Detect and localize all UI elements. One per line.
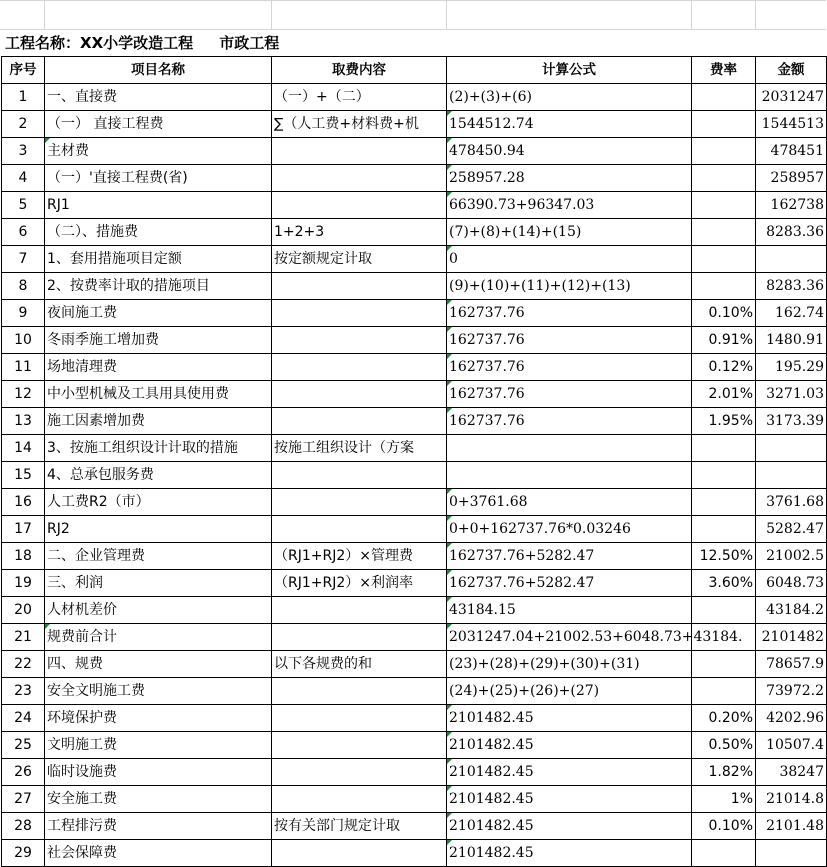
table-row xyxy=(2,570,827,597)
cell-fee-content[interactable] xyxy=(272,192,447,219)
cell-seq[interactable]: 2 xyxy=(2,111,45,138)
cell-indicator-icon xyxy=(447,381,452,386)
cell-amount[interactable] xyxy=(756,246,827,273)
cell-fee-content[interactable]: 按有关部门规定计取 xyxy=(272,813,447,840)
cell-amount[interactable]: 78657.9 xyxy=(756,651,827,678)
table-row xyxy=(2,678,827,705)
cell-amount[interactable]: 43184.2 xyxy=(756,597,827,624)
cell-rate[interactable] xyxy=(692,840,756,867)
cell-rate[interactable] xyxy=(692,111,756,138)
cell-amount[interactable]: 3173.39 xyxy=(756,408,827,435)
cell-fee-content[interactable] xyxy=(272,516,447,543)
header-formula[interactable]: 计算公式 xyxy=(447,57,692,84)
cell-indicator-icon xyxy=(447,570,452,575)
cell-item-name[interactable]: 冬雨季施工增加费 xyxy=(45,327,272,354)
cell-formula[interactable]: (7)+(8)+(14)+(15) xyxy=(447,219,692,246)
cell-amount[interactable]: 38247 xyxy=(756,759,827,786)
cell-seq[interactable]: 20 xyxy=(2,597,45,624)
cell-formula[interactable]: 0 xyxy=(447,246,692,273)
cell-rate[interactable] xyxy=(692,84,756,111)
cell-seq[interactable]: 22 xyxy=(2,651,45,678)
cell-rate[interactable] xyxy=(692,219,756,246)
cell-amount[interactable]: 8283.36 xyxy=(756,273,827,300)
cell-seq[interactable]: 4 xyxy=(2,165,45,192)
cell-amount[interactable] xyxy=(756,840,827,867)
cell-indicator-icon xyxy=(447,624,452,629)
cell-seq[interactable]: 23 xyxy=(2,678,45,705)
cell-item-name[interactable]: 安全施工费 xyxy=(45,786,272,813)
cell-item-name[interactable]: RJ1 xyxy=(45,192,272,219)
table-row xyxy=(2,489,827,516)
cell-rate[interactable]: 1% xyxy=(692,786,756,813)
cell-indicator-icon xyxy=(447,111,452,116)
cell-fee-content[interactable]: 以下各规费的和 xyxy=(272,651,447,678)
cell-formula[interactable]: 1544512.74 xyxy=(447,111,692,138)
cell-fee-content[interactable] xyxy=(272,300,447,327)
cell-item-name[interactable]: 人工费R2（市） xyxy=(45,489,272,516)
table-row xyxy=(2,624,827,651)
cell-rate[interactable]: 0.10% xyxy=(692,300,756,327)
cell-rate[interactable] xyxy=(692,192,756,219)
cell-formula[interactable]: 2101482.45 xyxy=(447,840,692,867)
cell-indicator-icon xyxy=(447,246,452,251)
cell-rate[interactable] xyxy=(692,138,756,165)
table-row xyxy=(2,84,827,111)
cell-fee-content[interactable]: ∑（人工费+材料费+机 xyxy=(272,111,447,138)
cell-item-name[interactable]: 工程排污费 xyxy=(45,813,272,840)
cell-rate[interactable]: 0.50% xyxy=(692,732,756,759)
cell-fee-content[interactable] xyxy=(272,786,447,813)
cell-seq[interactable]: 7 xyxy=(2,246,45,273)
cell-fee-content[interactable] xyxy=(272,165,447,192)
cell-fee-content[interactable]: 按定额规定计取 xyxy=(272,246,447,273)
cell-amount[interactable]: 10507.4 xyxy=(756,732,827,759)
cell-indicator-icon xyxy=(447,813,452,818)
cell-indicator-icon xyxy=(447,786,452,791)
cell-item-name[interactable]: 三、利润 xyxy=(45,570,272,597)
cell-item-name[interactable]: 中小型机械及工具用具使用费 xyxy=(45,381,272,408)
cell-indicator-icon xyxy=(447,705,452,710)
table-row xyxy=(2,759,827,786)
table-row xyxy=(2,138,827,165)
cell-item-name[interactable]: 文明施工费 xyxy=(45,732,272,759)
table-row xyxy=(2,381,827,408)
cell-rate[interactable]: 0.91% xyxy=(692,327,756,354)
cell-seq[interactable]: 14 xyxy=(2,435,45,462)
cell-amount[interactable] xyxy=(756,462,827,489)
cell-indicator-icon xyxy=(447,408,452,413)
cell-rate[interactable] xyxy=(692,462,756,489)
cell-rate[interactable] xyxy=(692,273,756,300)
cell-item-name[interactable]: （一）'直接工程费(省) xyxy=(45,165,272,192)
cell-seq[interactable]: 3 xyxy=(2,138,45,165)
cell-amount[interactable]: 162738 xyxy=(756,192,827,219)
table-row xyxy=(2,543,827,570)
cell-fee-content[interactable] xyxy=(272,759,447,786)
cell-formula[interactable]: 0+3761.68 xyxy=(447,489,692,516)
cell-formula[interactable]: 162737.76 xyxy=(447,381,692,408)
cell-formula[interactable] xyxy=(447,462,692,489)
cell-rate[interactable]: 1.95% xyxy=(692,408,756,435)
cell-seq[interactable]: 10 xyxy=(2,327,45,354)
cell-formula[interactable]: (24)+(25)+(26)+(27) xyxy=(447,678,692,705)
cell-indicator-icon xyxy=(45,624,50,629)
table-row xyxy=(2,840,827,867)
cell-fee-content[interactable]: （RJ1+RJ2）×利润率 xyxy=(272,570,447,597)
cell-rate[interactable] xyxy=(692,246,756,273)
cell-rate[interactable] xyxy=(692,489,756,516)
table-row xyxy=(2,273,827,300)
cell-item-name[interactable]: 临时设施费 xyxy=(45,759,272,786)
table-row xyxy=(2,111,827,138)
cell-seq[interactable]: 16 xyxy=(2,489,45,516)
cell-rate[interactable]: 12.50% xyxy=(692,543,756,570)
cell-formula[interactable]: 43184.15 xyxy=(447,597,692,624)
cell-item-name[interactable]: 3、按施工组织设计计取的措施 xyxy=(45,435,272,462)
table-row xyxy=(2,219,827,246)
cell-indicator-icon xyxy=(447,138,452,143)
table-row xyxy=(2,354,827,381)
cell-formula[interactable]: 2031247.04+21002.53+6048.73+43184. xyxy=(447,624,692,651)
table-row xyxy=(2,165,827,192)
header-rate[interactable]: 费率 xyxy=(692,57,756,84)
cell-item-name[interactable]: 社会保障费 xyxy=(45,840,272,867)
cell-formula[interactable]: 162737.76 xyxy=(447,354,692,381)
cell-rate[interactable] xyxy=(692,678,756,705)
cell-amount[interactable]: 2101.48 xyxy=(756,813,827,840)
cell-formula[interactable]: (23)+(28)+(29)+(30)+(31) xyxy=(447,651,692,678)
cell-item-name[interactable]: 施工因素增加费 xyxy=(45,408,272,435)
cell-amount[interactable]: 1480.91 xyxy=(756,327,827,354)
cell-formula[interactable]: 66390.73+96347.03 xyxy=(447,192,692,219)
cell-formula[interactable]: 0+0+162737.76*0.03246 xyxy=(447,516,692,543)
cell-amount[interactable]: 73972.2 xyxy=(756,678,827,705)
cell-amount[interactable]: 2101482 xyxy=(756,624,827,651)
cell-rate[interactable] xyxy=(692,597,756,624)
cell-fee-content[interactable]: （RJ1+RJ2）×管理费 xyxy=(272,543,447,570)
cell-rate[interactable]: 0.12% xyxy=(692,354,756,381)
cell-formula[interactable]: (9)+(10)+(11)+(12)+(13) xyxy=(447,273,692,300)
cell-formula[interactable]: 2101482.45 xyxy=(447,813,692,840)
table-row xyxy=(2,246,827,273)
cell-amount[interactable]: 6048.73 xyxy=(756,570,827,597)
cell-amount[interactable]: 195.29 xyxy=(756,354,827,381)
cell-fee-content[interactable] xyxy=(272,624,447,651)
cell-amount[interactable]: 478451 xyxy=(756,138,827,165)
cell-seq[interactable]: 13 xyxy=(2,408,45,435)
table-row xyxy=(2,813,827,840)
cell-fee-content[interactable] xyxy=(272,840,447,867)
cell-indicator-icon xyxy=(447,516,452,521)
cell-rate[interactable] xyxy=(692,165,756,192)
cell-formula[interactable]: 162737.76+5282.47 xyxy=(447,543,692,570)
cell-fee-content[interactable] xyxy=(272,462,447,489)
cell-formula[interactable]: 478450.94 xyxy=(447,138,692,165)
cell-rate[interactable]: 2.01% xyxy=(692,381,756,408)
cell-item-name[interactable]: RJ2 xyxy=(45,516,272,543)
table-row xyxy=(2,516,827,543)
cell-seq[interactable]: 24 xyxy=(2,705,45,732)
cell-formula[interactable]: 162737.76 xyxy=(447,300,692,327)
cell-rate[interactable] xyxy=(692,651,756,678)
header-seq[interactable]: 序号 xyxy=(2,57,45,84)
cell-seq[interactable]: 18 xyxy=(2,543,45,570)
table-row xyxy=(2,462,827,489)
cell-amount[interactable]: 162.74 xyxy=(756,300,827,327)
cell-seq[interactable]: 9 xyxy=(2,300,45,327)
cell-seq[interactable]: 12 xyxy=(2,381,45,408)
cell-item-name[interactable]: 安全文明施工费 xyxy=(45,678,272,705)
cell-item-name[interactable]: 4、总承包服务费 xyxy=(45,462,272,489)
header-fee-content[interactable]: 取费内容 xyxy=(272,57,447,84)
table-row xyxy=(2,705,827,732)
cell-formula[interactable]: 162737.76 xyxy=(447,408,692,435)
cell-formula[interactable]: 162737.76+5282.47 xyxy=(447,570,692,597)
table-row xyxy=(2,786,827,813)
cell-item-name[interactable]: 环境保护费 xyxy=(45,705,272,732)
cell-formula[interactable] xyxy=(447,435,692,462)
cell-amount[interactable]: 258957 xyxy=(756,165,827,192)
cell-seq[interactable]: 6 xyxy=(2,219,45,246)
cell-fee-content[interactable] xyxy=(272,732,447,759)
empty-sheet-rows xyxy=(0,0,826,30)
cell-fee-content[interactable] xyxy=(272,489,447,516)
table-row xyxy=(2,435,827,462)
cell-amount[interactable]: 21002.5 xyxy=(756,543,827,570)
cell-seq[interactable]: 25 xyxy=(2,732,45,759)
cell-seq[interactable]: 27 xyxy=(2,786,45,813)
table-row xyxy=(2,408,827,435)
cell-formula[interactable]: 2101482.45 xyxy=(447,705,692,732)
cell-rate[interactable] xyxy=(692,624,756,651)
cell-seq[interactable]: 21 xyxy=(2,624,45,651)
cell-amount[interactable]: 21014.8 xyxy=(756,786,827,813)
cell-formula[interactable]: 2101482.45 xyxy=(447,786,692,813)
cell-item-name[interactable]: （一） 直接工程费 xyxy=(45,111,272,138)
cell-fee-content[interactable] xyxy=(272,273,447,300)
cell-rate[interactable]: 1.82% xyxy=(692,759,756,786)
cell-item-name[interactable]: 场地清理费 xyxy=(45,354,272,381)
cell-fee-content[interactable] xyxy=(272,327,447,354)
cell-rate[interactable]: 3.60% xyxy=(692,570,756,597)
cell-amount[interactable]: 3271.03 xyxy=(756,381,827,408)
cost-table xyxy=(1,56,827,867)
cell-seq[interactable]: 26 xyxy=(2,759,45,786)
cell-indicator-icon xyxy=(447,354,452,359)
cell-item-name[interactable]: 规费前合计 xyxy=(45,624,272,651)
cell-amount[interactable]: 2031247 xyxy=(756,84,827,111)
cell-fee-content[interactable] xyxy=(272,408,447,435)
cell-fee-content[interactable]: 按施工组织设计（方案 xyxy=(272,435,447,462)
cell-formula[interactable]: 162737.76 xyxy=(447,327,692,354)
table-row xyxy=(2,300,827,327)
cell-item-name[interactable]: 二、企业管理费 xyxy=(45,543,272,570)
cell-indicator-icon xyxy=(447,489,452,494)
header-row xyxy=(2,57,827,84)
cell-indicator-icon xyxy=(447,543,452,548)
table-row xyxy=(2,192,827,219)
cell-item-name[interactable]: 一、直接费 xyxy=(45,84,272,111)
cell-seq[interactable]: 5 xyxy=(2,192,45,219)
cell-formula[interactable]: (2)+(3)+(6) xyxy=(447,84,692,111)
cell-seq[interactable]: 29 xyxy=(2,840,45,867)
cell-amount[interactable] xyxy=(756,435,827,462)
cell-item-name[interactable]: 夜间施工费 xyxy=(45,300,272,327)
cell-indicator-icon xyxy=(447,840,452,845)
cell-seq[interactable]: 28 xyxy=(2,813,45,840)
cell-indicator-icon xyxy=(447,732,452,737)
project-title: 工程名称：XX小学改造工程 市政工程 xyxy=(5,34,280,52)
cell-rate[interactable] xyxy=(692,435,756,462)
cell-rate[interactable]: 0.10% xyxy=(692,813,756,840)
cell-amount[interactable]: 4202.96 xyxy=(756,705,827,732)
cell-fee-content[interactable]: 1+2+3 xyxy=(272,219,447,246)
cell-fee-content[interactable] xyxy=(272,705,447,732)
cell-fee-content[interactable] xyxy=(272,381,447,408)
cell-fee-content[interactable] xyxy=(272,678,447,705)
cell-seq[interactable]: 11 xyxy=(2,354,45,381)
cell-seq[interactable]: 19 xyxy=(2,570,45,597)
cell-seq[interactable]: 8 xyxy=(2,273,45,300)
cell-item-name[interactable]: 主材费 xyxy=(45,138,272,165)
cell-amount[interactable]: 3761.68 xyxy=(756,489,827,516)
cell-fee-content[interactable] xyxy=(272,138,447,165)
table-row xyxy=(2,651,827,678)
cell-indicator-icon xyxy=(447,192,452,197)
cell-formula[interactable]: 2101482.45 xyxy=(447,759,692,786)
cell-item-name[interactable]: 人材机差价 xyxy=(45,597,272,624)
cell-indicator-icon xyxy=(447,300,452,305)
cell-rate[interactable]: 0.20% xyxy=(692,705,756,732)
cell-seq[interactable]: 15 xyxy=(2,462,45,489)
cell-indicator-icon xyxy=(447,327,452,332)
cell-fee-content[interactable] xyxy=(272,597,447,624)
cell-seq[interactable]: 17 xyxy=(2,516,45,543)
cell-indicator-icon xyxy=(447,597,452,602)
cell-item-name[interactable]: 四、规费 xyxy=(45,651,272,678)
table-row xyxy=(2,597,827,624)
cell-item-name[interactable]: 1、套用措施项目定额 xyxy=(45,246,272,273)
table-row xyxy=(2,732,827,759)
cell-fee-content[interactable] xyxy=(272,354,447,381)
cell-formula[interactable]: 258957.28 xyxy=(447,165,692,192)
table-row xyxy=(2,327,827,354)
cell-indicator-icon xyxy=(447,165,452,170)
cell-seq[interactable]: 1 xyxy=(2,84,45,111)
cell-indicator-icon xyxy=(45,138,50,143)
cell-item-name[interactable]: （二）、措施费 xyxy=(45,219,272,246)
cell-amount[interactable]: 5282.47 xyxy=(756,516,827,543)
header-item-name[interactable]: 项目名称 xyxy=(45,57,272,84)
cell-rate[interactable] xyxy=(692,516,756,543)
cell-indicator-icon xyxy=(447,759,452,764)
header-amount[interactable]: 金额 xyxy=(756,57,827,84)
cell-fee-content[interactable]: （一）+（二） xyxy=(272,84,447,111)
cell-formula[interactable]: 2101482.45 xyxy=(447,732,692,759)
cell-item-name[interactable]: 2、按费率计取的措施项目 xyxy=(45,273,272,300)
cell-amount[interactable]: 8283.36 xyxy=(756,219,827,246)
cell-amount[interactable]: 1544513 xyxy=(756,111,827,138)
